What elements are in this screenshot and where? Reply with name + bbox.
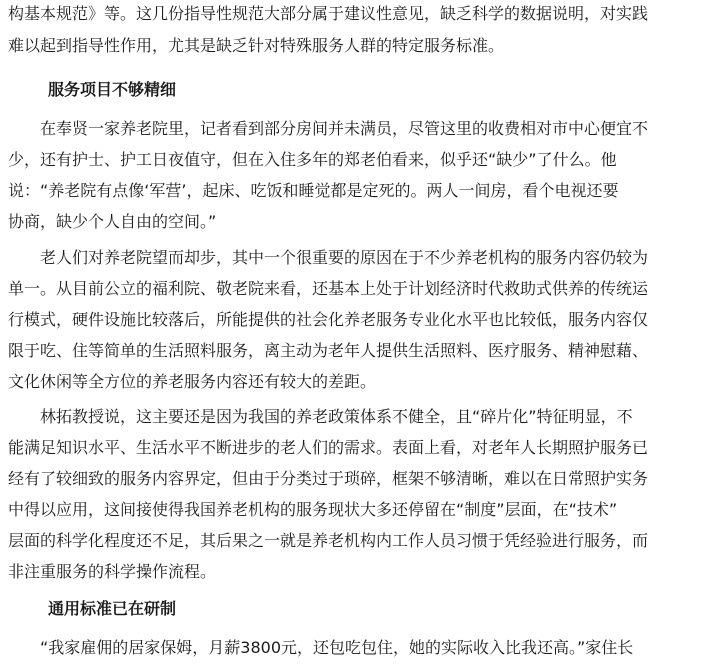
text-line: 经有了较细致的服务内容界定，但由于分类过于琐碎，框架不够清晰，难以在日常照护实务 [8, 469, 649, 488]
text-line: 少，还有护士、护工日夜值守，但在入住多年的郑老伯看来，似乎还“缺少”了什么。他 [8, 150, 617, 169]
text-line: 难以起到指导性作用，尤其是缺乏针对特殊服务人群的特定服务标准。 [8, 36, 505, 55]
text-line: 文化休闲等全方位的养老服务内容还有较大的差距。 [8, 372, 377, 391]
text-line: 单一。从目前公立的福利院、敬老院来看，还基本上处于计划经济时代救助式供养的传统运 [8, 279, 649, 298]
text-line: 说：“养老院有点像‘军营’，起床、吃饭和睡觉都是定死的。两人一间房，看个电视还要 [8, 181, 619, 200]
section-heading: 服务项目不够精细 [48, 80, 177, 99]
text-line: 协商，缺少个人自由的空间。” [8, 212, 217, 231]
text-line: “我家雇佣的居家保姆，月薪3800元，还包吃包住，她的实际收入比我还高。”家住长 [8, 638, 634, 657]
text-line: 老人们对养老院望而却步，其中一个很重要的原因在于不少养老机构的服务内容仍较为 [8, 248, 649, 267]
section-heading: 通用标准已在研制 [48, 599, 177, 618]
text-line: 构基本规范》等。这几份指导性规范大部分属于建议性意见，缺乏科学的数据说明，对实践 [8, 4, 649, 23]
text-line: 中得以应用，这间接使得我国养老机构的服务现状大多还停留在“制度”层面，在“技术” [8, 500, 618, 519]
text-line: 能满足知识水平、生活水平不断进步的老人们的需求。表面上看，对老年人长期照护服务已 [8, 438, 649, 457]
text-line: 层面的科学化程度还不足，其后果之一就是养老机构内工作人员习惯于凭经验进行服务，而 [8, 531, 649, 550]
text-line: 行模式，硬件设施比较落后，所能提供的社会化养老服务专业化水平也比较低，服务内容仅 [8, 310, 649, 329]
text-line: 非注重服务的科学操作流程。 [8, 562, 217, 581]
text-line: 限于吃、住等简单的生活照料服务，离主动为老年人提供生活照料、医疗服务、精神慰藉、 [8, 341, 649, 360]
text-line: 在奉贤一家养老院里，记者看到部分房间并未满员，尽管这里的收费相对市中心便宜不 [8, 119, 649, 138]
text-line: 林拓教授说，这主要还是因为我国的养老政策体系不健全，且“碎片化”特征明显，不 [8, 407, 633, 426]
